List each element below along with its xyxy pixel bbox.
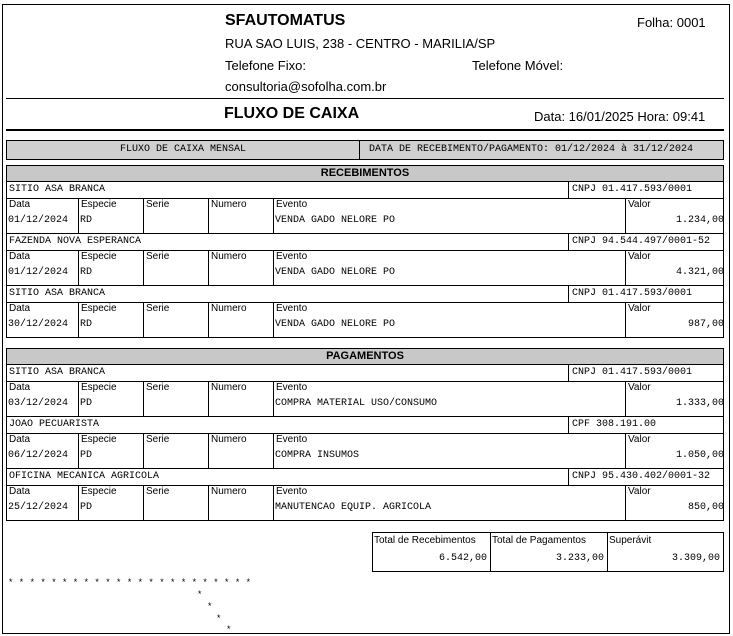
total-pagamentos-value: 3.233,00: [555, 553, 604, 564]
especie-value: RD: [80, 215, 93, 226]
totals-box: [372, 532, 724, 572]
company-email: consultoria@sofolha.com.br: [225, 79, 387, 94]
header-divider: [6, 98, 724, 99]
pagamentos-header: PAGAMENTOS: [6, 348, 724, 365]
filler-star: *: [226, 625, 232, 635]
valor-value: 1.333,00: [675, 398, 724, 409]
valor-value: 850,00: [687, 502, 724, 513]
entity-row: [6, 286, 724, 303]
especie-value: RD: [80, 319, 93, 330]
report-titlebar: [6, 140, 724, 160]
evento-value: VENDA GADO NELORE PO: [275, 267, 396, 278]
especie-value: PD: [80, 502, 93, 513]
especie-value: PD: [80, 398, 93, 409]
table-row: Data 03/12/2024 Especie PD Serie Numero Evento COMPRA MATERIAL USO/CONSUMO Valor 1.333,00: [6, 382, 724, 417]
title-divider: [6, 129, 724, 131]
total-pagamentos: Total de Pagamentos 3.233,00: [491, 533, 608, 571]
entity-row: [6, 182, 724, 199]
total-recebimentos-value: 6.542,00: [438, 553, 487, 564]
evento-value: MANUTENCAO EQUIP. AGRICOLA: [275, 502, 432, 513]
filler-star: *: [207, 602, 213, 612]
evento-value: COMPRA MATERIAL USO/CONSUMO: [275, 398, 438, 409]
valor-value: 987,00: [687, 319, 724, 330]
entity-document: CNPJ 01.417.593/0001: [568, 286, 724, 302]
recebimentos-header: RECEBIMENTOS: [6, 165, 724, 182]
evento-value: VENDA GADO NELORE PO: [275, 319, 396, 330]
pagamentos-section: [6, 348, 724, 521]
page-number: Folha: 0001: [637, 15, 706, 30]
valor-value: 1.234,00: [675, 215, 724, 226]
entity-row: [6, 417, 724, 434]
table-row: Data 06/12/2024 Especie PD Serie Numero Evento COMPRA INSUMOS Valor 1.050,00: [6, 434, 724, 469]
table-row: Data 30/12/2024 Especie RD Serie Numero Evento VENDA GADO NELORE PO Valor 987,00: [6, 303, 724, 338]
evento-value: COMPRA INSUMOS: [275, 450, 360, 461]
entity-row: [6, 365, 724, 382]
company-mobile: Telefone Móvel:: [472, 58, 564, 73]
entity-row: [6, 234, 724, 251]
company-name: SFAUTOMATUS: [225, 12, 346, 29]
report-subtitle: FLUXO DE CAIXA MENSAL: [7, 141, 360, 159]
especie-value: RD: [80, 267, 93, 278]
especie-value: PD: [80, 450, 93, 461]
date-value: 03/12/2024: [8, 398, 69, 409]
superavit-value: 3.309,00: [671, 553, 720, 564]
entity-document: CNPJ 95.430.402/0001-32: [568, 469, 724, 485]
table-row: Data 01/12/2024 Especie RD Serie Numero Evento VENDA GADO NELORE PO Valor 4.321,00: [6, 251, 724, 286]
company-address: RUA SAO LUIS, 238 - CENTRO - MARILIA/SP: [225, 36, 496, 51]
date-value: 01/12/2024: [8, 215, 69, 226]
total-recebimentos: Total de Recebimentos 6.542,00: [373, 533, 491, 571]
date-value: 30/12/2024: [8, 319, 69, 330]
entity-name: JOAO PECUARISTA: [9, 419, 100, 430]
filler-star: *: [216, 614, 222, 624]
superavit: Superávit 3.309,00: [609, 535, 720, 564]
evento-value: VENDA GADO NELORE PO: [275, 215, 396, 226]
filler-stars: * * * * * * * * * * * * * * * * * * * * * * *: [8, 578, 252, 588]
entity-document: CNPJ 01.417.593/0001: [568, 182, 724, 198]
entity-document: CNPJ 01.417.593/0001: [568, 365, 724, 381]
date-value: 25/12/2024: [8, 502, 69, 513]
company-phone: Telefone Fixo:: [225, 58, 306, 73]
entity-name: SITIO ASA BRANCA: [9, 184, 106, 195]
table-row: Data 01/12/2024 Especie RD Serie Numero Evento VENDA GADO NELORE PO Valor 1.234,00: [6, 199, 724, 234]
report-period: DATA DE RECEBIMENTO/PAGAMENTO: 01/12/2024 à 31/12/2024: [369, 144, 694, 155]
report-datetime: Data: 16/01/2025 Hora: 09:41: [534, 109, 706, 124]
valor-value: 1.050,00: [675, 450, 724, 461]
filler-star: *: [197, 590, 203, 600]
recebimentos-section: [6, 165, 724, 338]
entity-name: FAZENDA NOVA ESPERANCA: [9, 236, 142, 247]
report-title: FLUXO DE CAIXA: [224, 105, 360, 122]
entity-document: CPF 308.191.00: [568, 417, 724, 433]
entity-document: CNPJ 94.544.497/0001-52: [568, 234, 724, 250]
date-value: 06/12/2024: [8, 450, 69, 461]
entity-name: SITIO ASA BRANCA: [9, 288, 106, 299]
entity-name: SITIO ASA BRANCA: [9, 367, 106, 378]
date-value: 01/12/2024: [8, 267, 69, 278]
valor-value: 4.321,00: [675, 267, 724, 278]
entity-row: [6, 469, 724, 486]
entity-name: OFICINA MECANICA AGRICOLA: [9, 471, 160, 482]
table-row: Data 25/12/2024 Especie PD Serie Numero Evento MANUTENCAO EQUIP. AGRICOLA Valor 850,00: [6, 486, 724, 521]
